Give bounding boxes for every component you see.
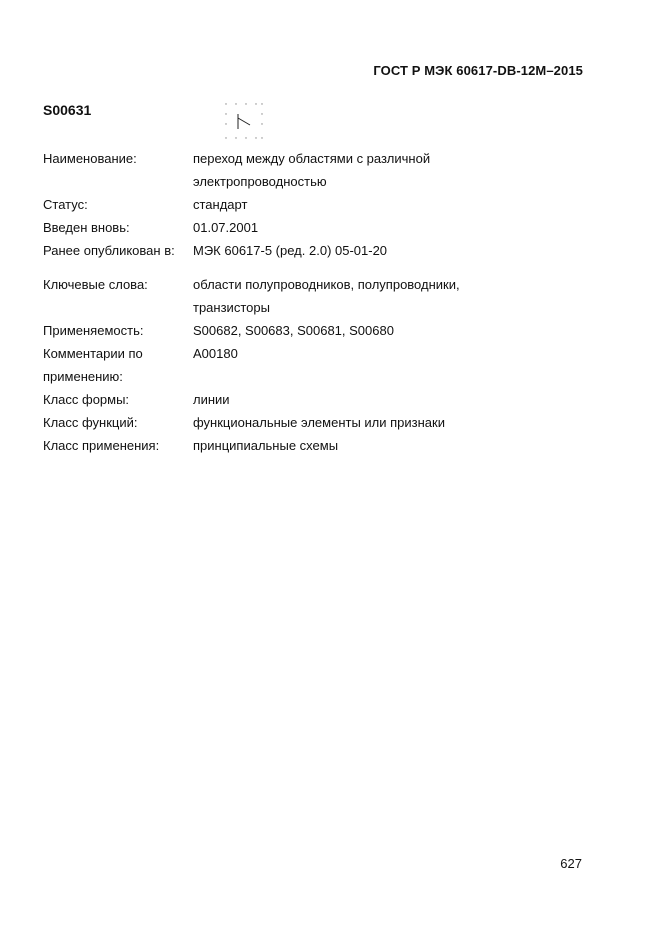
- property-previously-published: [43, 239, 543, 262]
- property-label-line: применению:: [43, 369, 123, 384]
- property-label: Ранее опубликован в:: [43, 243, 175, 258]
- property-label: Наименование:: [43, 151, 137, 166]
- property-value: функциональные элементы или признаки: [193, 415, 445, 430]
- property-value: принципиальные схемы: [193, 438, 339, 453]
- property-label-line: Комментарии по: [43, 346, 143, 361]
- property-value: [193, 273, 543, 319]
- property-application-class: [43, 434, 543, 457]
- property-label: Статус:: [43, 197, 88, 212]
- property-keywords: [43, 273, 543, 319]
- property-value: стандарт: [193, 197, 248, 212]
- property-label: Применяемость:: [43, 323, 144, 338]
- property-value: [193, 147, 543, 193]
- property-value: МЭК 60617-5 (ред. 2.0) 05-01-20: [193, 243, 388, 258]
- property-label: [43, 342, 193, 388]
- property-status: [43, 193, 543, 216]
- property-applicability: [43, 319, 543, 342]
- property-value-line: области полупроводников, полупроводники,: [193, 277, 460, 292]
- symbol-properties: [43, 147, 543, 457]
- property-value-line: транзисторы: [193, 300, 270, 315]
- property-label: Введен вновь:: [43, 220, 130, 235]
- symbol-id: S00631: [43, 102, 92, 118]
- page-number: 627: [560, 856, 582, 871]
- property-application-notes: [43, 342, 543, 388]
- property-value-line: переход между областями с различной: [193, 151, 431, 166]
- property-function-class: [43, 411, 543, 434]
- symbol-graphic-icon: [222, 100, 266, 144]
- property-introduced: [43, 216, 543, 239]
- property-name: [43, 147, 543, 193]
- property-value-line: электропроводностью: [193, 174, 327, 189]
- property-label: Класс формы:: [43, 392, 130, 407]
- property-label: Класс применения:: [43, 438, 160, 453]
- property-value: 01.07.2001: [193, 220, 259, 235]
- property-label: Ключевые слова:: [43, 277, 148, 292]
- property-value: S00682, S00683, S00681, S00680: [193, 323, 394, 338]
- standard-designation: ГОСТ Р МЭК 60617-DB-12M–2015: [373, 63, 583, 78]
- property-value: линии: [193, 392, 230, 407]
- property-value: A00180: [193, 346, 238, 361]
- property-shape-class: [43, 388, 543, 411]
- property-label: Класс функций:: [43, 415, 138, 430]
